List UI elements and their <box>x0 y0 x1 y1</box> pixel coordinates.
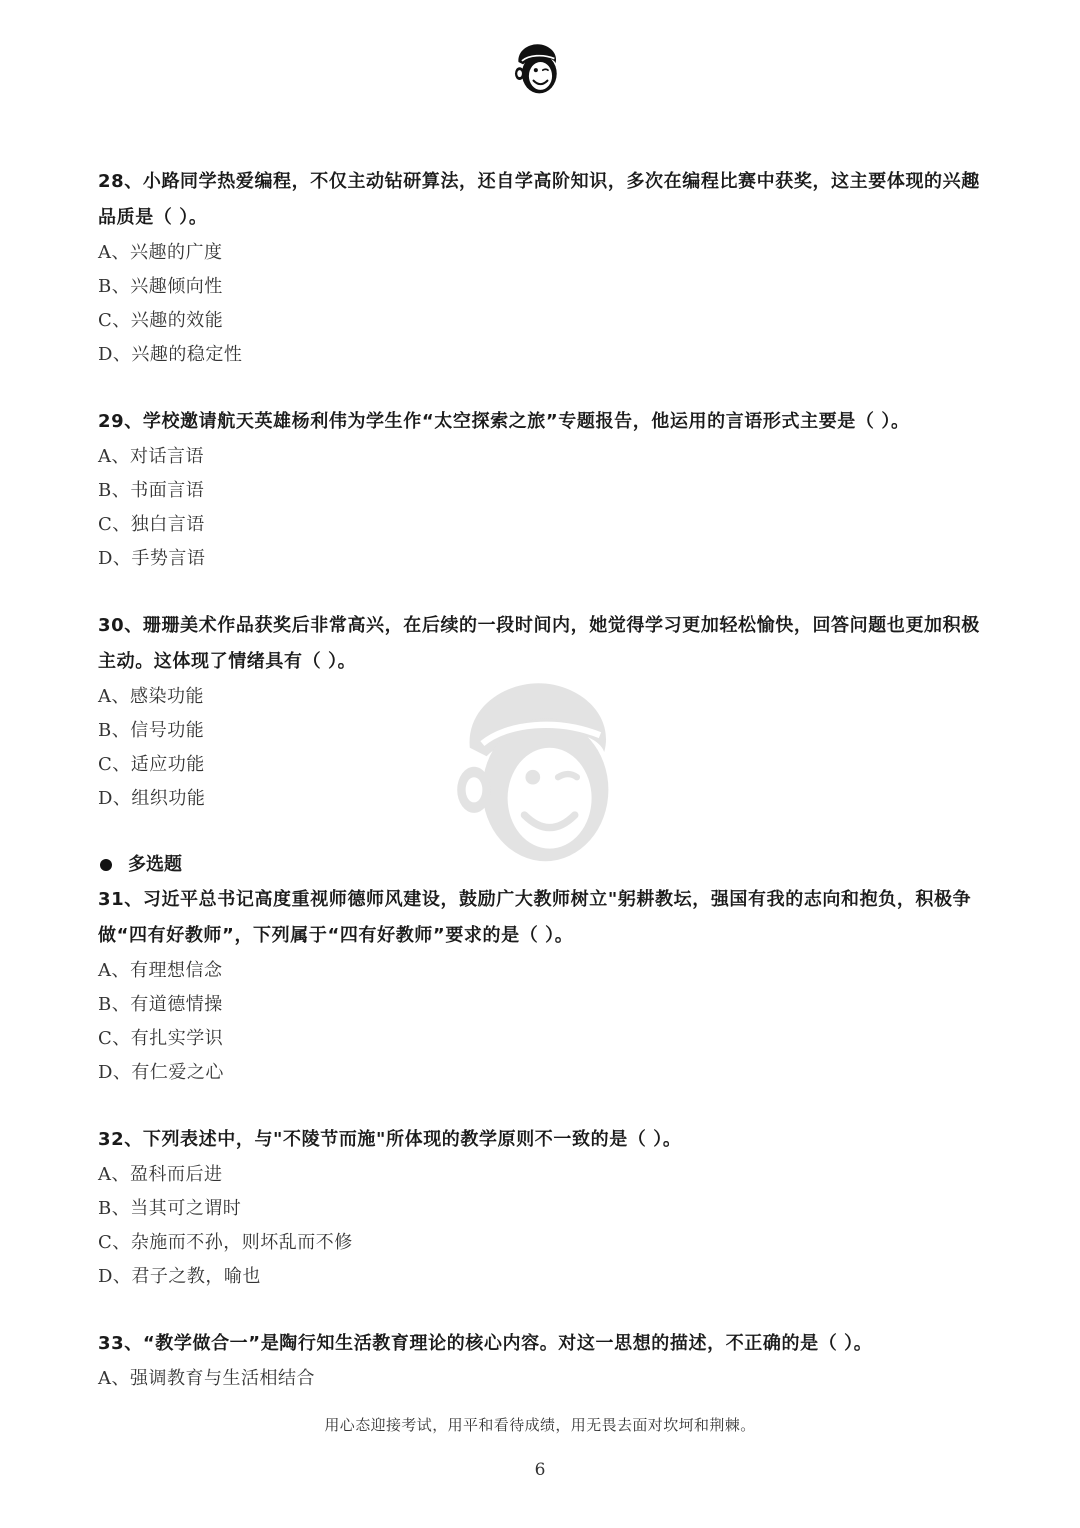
question-stem: 28、小路同学热爱编程，不仅主动钻研算法，还自学高阶知识，多次在编程比赛中获奖，这主要体现的兴趣品质是（ ）。 <box>98 171 980 228</box>
option-d: D、兴趣的稳定性 <box>98 344 243 365</box>
page-number: 6 <box>534 1460 546 1480</box>
option-b: B、信号功能 <box>98 720 205 741</box>
option-c: C、独白言语 <box>98 514 205 535</box>
question-stem: 31、习近平总书记高度重视师德师风建设，鼓励广大教师树立"躬耕教坛，强国有我的志向和抱负，积极争做“四有好教师”，下列属于“四有好教师”要求的是（ ）。 <box>98 889 972 946</box>
option-a: A、强调教育与生活相结合 <box>98 1368 315 1389</box>
question-stem: 33、“教学做合一”是陶行知生活教育理论的核心内容。对这一思想的描述，不正确的是（ ）。 <box>98 1333 873 1354</box>
option-c: C、兴趣的效能 <box>98 310 224 331</box>
question-30 <box>98 608 988 816</box>
option-b: B、兴趣倾向性 <box>98 276 223 297</box>
question-33 <box>98 1326 988 1396</box>
option-d: D、有仁爱之心 <box>98 1062 224 1083</box>
option-a: A、对话言语 <box>98 446 204 467</box>
section-heading-label: 多选题 <box>128 854 182 875</box>
question-28 <box>98 164 988 372</box>
option-c: C、适应功能 <box>98 754 205 775</box>
question-list <box>98 164 988 1396</box>
option-b: B、当其可之谓时 <box>98 1198 242 1219</box>
footer-motto: 用心态迎接考试，用平和看待成绩，用无畏去面对坎坷和荆棘。 <box>324 1416 756 1434</box>
question-29 <box>98 404 988 576</box>
bullet-icon <box>100 859 112 871</box>
question-stem: 32、下列表述中，与"不陵节而施"所体现的教学原则不一致的是（ ）。 <box>98 1129 682 1150</box>
option-a: A、有理想信念 <box>98 960 223 981</box>
option-c: C、有扎实学识 <box>98 1028 224 1049</box>
option-a: A、盈科而后进 <box>98 1164 223 1185</box>
option-d: D、组织功能 <box>98 788 206 809</box>
option-b: B、有道德情操 <box>98 994 223 1015</box>
question-32 <box>98 1122 988 1294</box>
monkey-mascot-icon <box>508 40 566 98</box>
option-c: C、杂施而不孙，则坏乱而不修 <box>98 1232 353 1253</box>
option-d: D、手势言语 <box>98 548 206 569</box>
question-stem: 29、学校邀请航天英雄杨利伟为学生作“太空探索之旅”专题报告，他运用的言语形式主要是（ ）。 <box>98 411 910 432</box>
option-d: D、君子之教，喻也 <box>98 1266 261 1287</box>
option-a: A、感染功能 <box>98 686 204 707</box>
section-heading-multiple-choice <box>98 848 988 882</box>
option-a: A、兴趣的广度 <box>98 242 223 263</box>
option-b: B、书面言语 <box>98 480 205 501</box>
question-31 <box>98 882 988 1090</box>
question-stem: 30、珊珊美术作品获奖后非常高兴，在后续的一段时间内，她觉得学习更加轻松愉快，回答问题也更加积极主动。这体现了情绪具有（ ）。 <box>98 615 980 672</box>
